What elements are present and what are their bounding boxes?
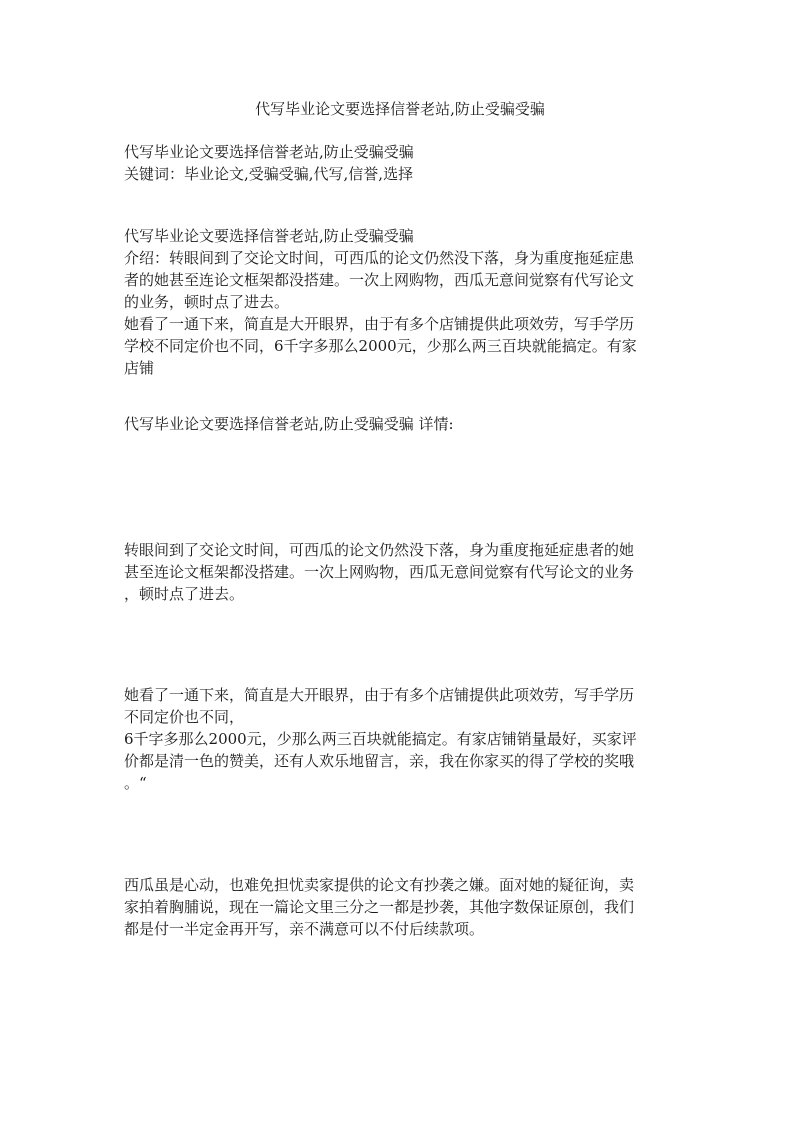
paragraph-1 [124,539,690,605]
intro-heading: 代写毕业论文要选择信誉老站,防止受骗受骗 [124,227,414,245]
paragraph-line: 6千字多那么2000元，少那么两三百块就能搞定。有家店铺销量最好，买家评 [124,730,637,748]
paragraph-line: 。“ [124,774,147,792]
paragraph-line: 甚至连论文框架都没搭建。一次上网购物，西瓜无意间觉察有代写论文的业务 [124,563,635,581]
header-title-line: 代写毕业论文要选择信誉老站,防止受骗受骗 [124,143,414,161]
intro-line: 学校不同定价也不同，6千字多那么2000元，少那么两三百块就能搞定。有家 [124,337,637,355]
header-block [124,141,690,185]
document-title: 代写毕业论文要选择信誉老站,防止受骗受骗 [255,100,545,118]
intro-line: 者的她甚至连论文框架都没搭建。一次上网购物，西瓜无意间觉察有代写论文 [124,271,635,289]
intro-line: 介绍：转眼间到了交论文时间，可西瓜的论文仍然没下落，身为重度拖延症患 [124,249,635,267]
paragraph-line: 不同定价也不同， [124,708,245,726]
details-heading-text: 代写毕业论文要选择信誉老站,防止受骗受骗 详情: [124,415,454,433]
intro-line: 的业务，顿时点了进去。 [124,293,290,311]
intro-line: 她看了一通下来，简直是大开眼界，由于有多个店铺提供此项效劳，写手学历 [124,315,635,333]
paragraph-line: 都是付一半定金再开写，亲不满意可以不付后续款项。 [124,920,485,938]
paragraph-line: ，顿时点了进去。 [124,585,245,603]
keywords-line: 关键词：毕业论文,受骗受骗,代写,信誉,选择 [124,165,414,183]
paragraph-2 [124,684,690,794]
paragraph-line: 家拍着胸脯说，现在一篇论文里三分之一都是抄袭，其他字数保证原创，我们 [124,898,635,916]
details-heading [124,413,690,435]
paragraph-line: 西瓜虽是心动，也难免担忧卖家提供的论文有抄袭之嫌。面对她的疑征询，卖 [124,876,635,894]
intro-line: 店铺 [124,359,155,377]
paragraph-line: 她看了一通下来，简直是大开眼界，由于有多个店铺提供此项效劳，写手学历 [124,686,635,704]
intro-block [124,225,690,379]
paragraph-line: 价都是清一色的赞美，还有人欢乐地留言，亲，我在你家买的得了学校的奖哦 [124,752,635,770]
paragraph-3 [124,874,690,940]
paragraph-line: 转眼间到了交论文时间，可西瓜的论文仍然没下落，身为重度拖延症患者的她 [124,541,635,559]
